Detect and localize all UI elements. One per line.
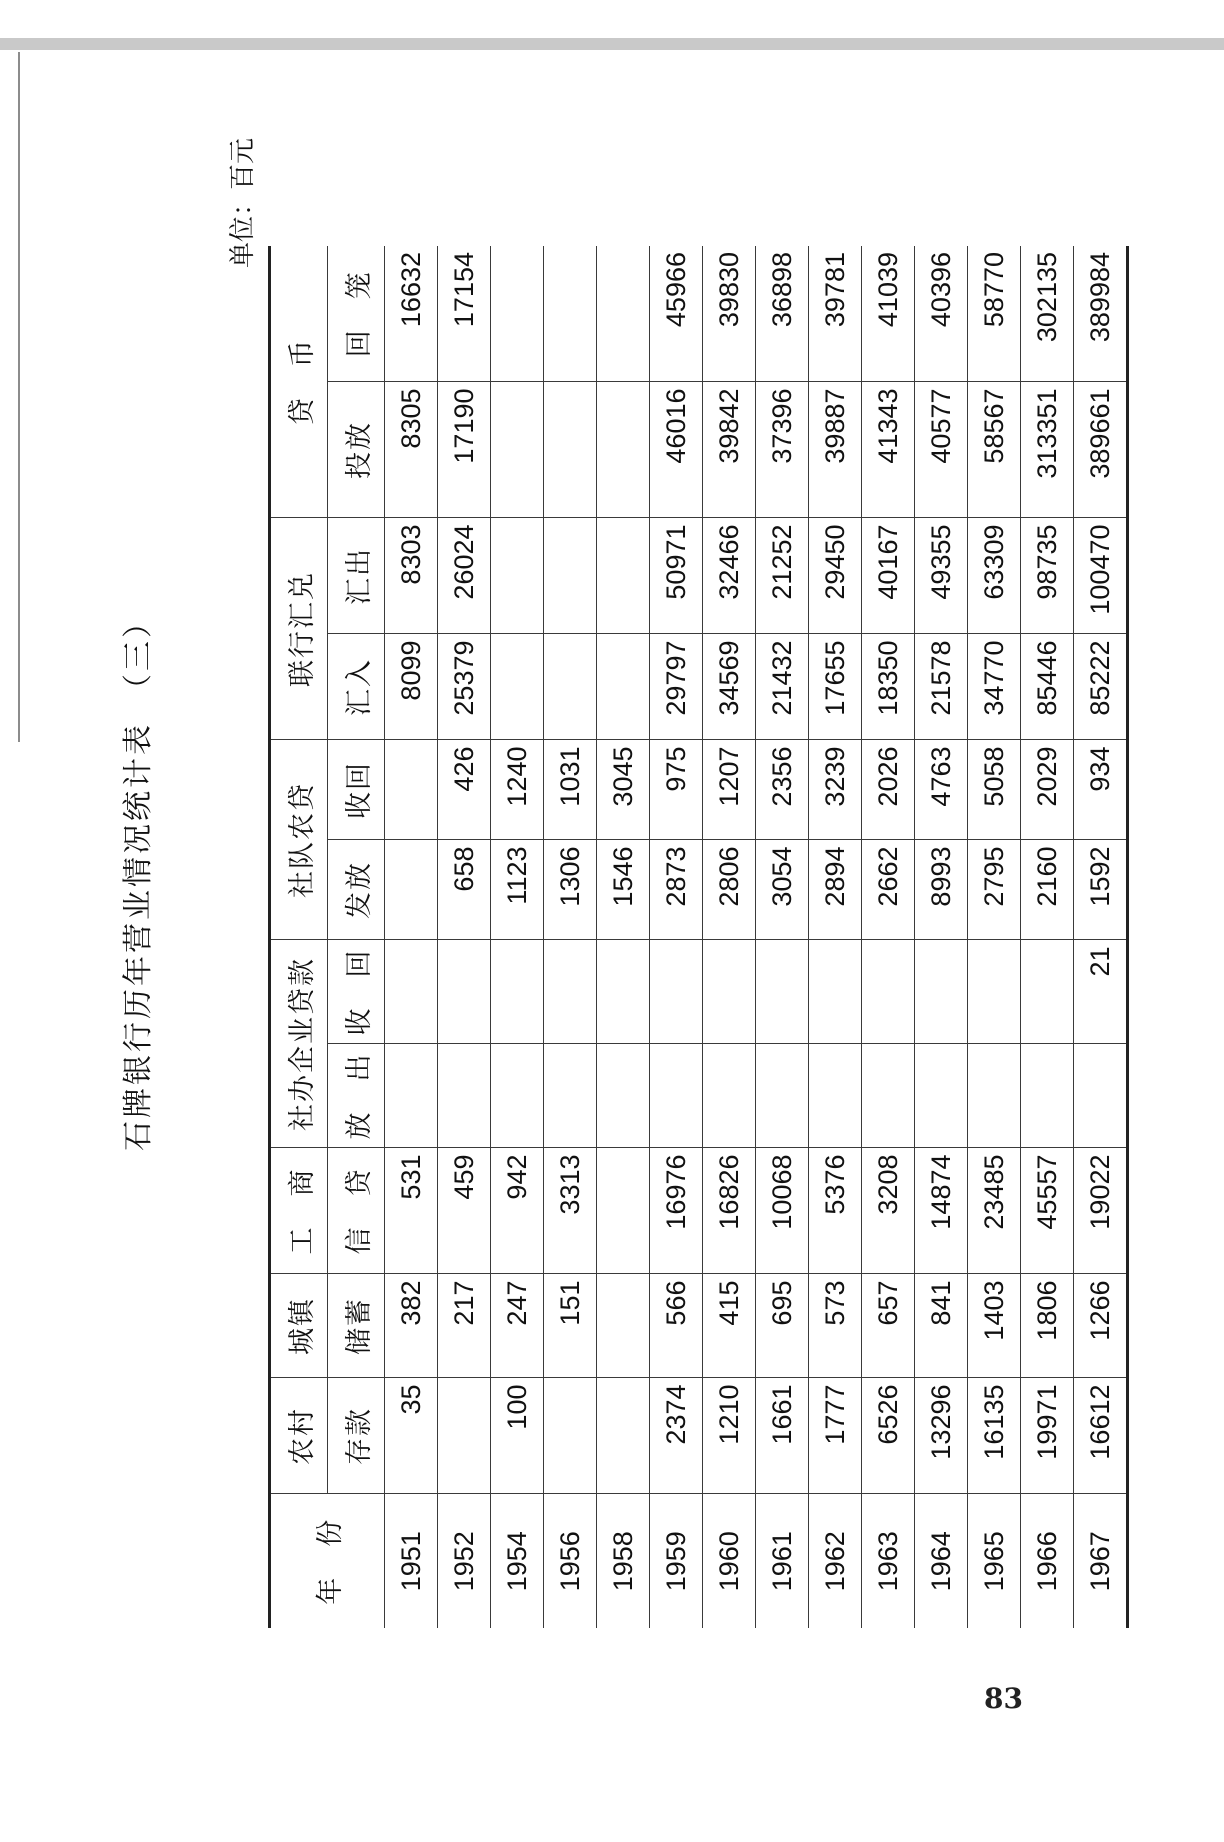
cell-interbank-out (597, 518, 650, 634)
statistics-table (268, 246, 1129, 1628)
subheader-interbank-out: 汇出 (328, 518, 385, 634)
cell-currency-issue (544, 382, 597, 518)
cell-commune-recover (544, 940, 597, 1044)
cell-currency-issue: 17190 (438, 382, 491, 518)
cell-currency-return (544, 246, 597, 382)
cell-currency-issue (491, 382, 544, 518)
header-urban: 城镇 (270, 1274, 328, 1378)
cell-commune-issue (597, 1044, 650, 1148)
cell-brigade-issue: 1306 (544, 840, 597, 940)
cell-interbank-in (491, 634, 544, 740)
cell-interbank-out: 26024 (438, 518, 491, 634)
cell-currency-return: 36898 (756, 246, 809, 382)
cell-commune-recover (385, 940, 438, 1044)
cell-rural-deposit: 2374 (650, 1378, 703, 1494)
cell-currency-return: 17154 (438, 246, 491, 382)
cell-brigade-recover: 1031 (544, 740, 597, 840)
cell-brigade-issue: 2806 (703, 840, 756, 940)
cell-commune-recover: 21 (1074, 940, 1128, 1044)
header-year: 年 份 (270, 1494, 385, 1628)
cell-industry-credit: 23485 (968, 1148, 1021, 1274)
cell-currency-issue (597, 382, 650, 518)
cell-currency-issue: 40577 (915, 382, 968, 518)
cell-brigade-recover: 2029 (1021, 740, 1074, 840)
table-row (862, 246, 915, 1628)
cell-year: 1956 (544, 1494, 597, 1628)
cell-interbank-in: 25379 (438, 634, 491, 740)
cell-brigade-recover: 2356 (756, 740, 809, 840)
cell-currency-issue: 313351 (1021, 382, 1074, 518)
cell-urban-savings: 573 (809, 1274, 862, 1378)
cell-commune-recover (650, 940, 703, 1044)
cell-brigade-recover (385, 740, 438, 840)
cell-year: 1952 (438, 1494, 491, 1628)
subheader-currency-return: 回 笼 (328, 246, 385, 382)
cell-interbank-in: 85222 (1074, 634, 1128, 740)
subheader-commune-issue: 放 出 (328, 1044, 385, 1148)
cell-interbank-in: 85446 (1021, 634, 1074, 740)
cell-currency-return: 40396 (915, 246, 968, 382)
cell-interbank-out: 50971 (650, 518, 703, 634)
cell-brigade-recover: 2026 (862, 740, 915, 840)
cell-commune-issue (968, 1044, 1021, 1148)
cell-rural-deposit: 1777 (809, 1378, 862, 1494)
cell-industry-credit: 45557 (1021, 1148, 1074, 1274)
table-row (491, 246, 544, 1628)
cell-year: 1963 (862, 1494, 915, 1628)
cell-industry-credit (597, 1148, 650, 1274)
cell-currency-issue: 39842 (703, 382, 756, 518)
table-row (1074, 246, 1128, 1628)
subheader-rural-deposit: 存款 (328, 1378, 385, 1494)
cell-commune-issue (809, 1044, 862, 1148)
table-row (756, 246, 809, 1628)
cell-currency-return: 41039 (862, 246, 915, 382)
cell-commune-issue (703, 1044, 756, 1148)
subheader-urban-savings: 储蓄 (328, 1274, 385, 1378)
scan-top-edge (0, 38, 1224, 50)
cell-rural-deposit: 13296 (915, 1378, 968, 1494)
cell-interbank-out: 63309 (968, 518, 1021, 634)
table-row (1021, 246, 1074, 1628)
cell-urban-savings: 841 (915, 1274, 968, 1378)
table-row (597, 246, 650, 1628)
cell-year: 1954 (491, 1494, 544, 1628)
cell-currency-return (597, 246, 650, 382)
cell-rural-deposit (438, 1378, 491, 1494)
cell-year: 1965 (968, 1494, 1021, 1628)
cell-industry-credit: 942 (491, 1148, 544, 1274)
subheader-currency-issue: 投放 (328, 382, 385, 518)
cell-brigade-recover: 5058 (968, 740, 1021, 840)
table-body (385, 246, 1128, 1628)
cell-brigade-recover: 1240 (491, 740, 544, 840)
cell-currency-issue: 58567 (968, 382, 1021, 518)
cell-urban-savings: 657 (862, 1274, 915, 1378)
cell-commune-recover (862, 940, 915, 1044)
cell-interbank-in: 17655 (809, 634, 862, 740)
cell-commune-recover (968, 940, 1021, 1044)
cell-interbank-in (544, 634, 597, 740)
cell-urban-savings: 1266 (1074, 1274, 1128, 1378)
cell-commune-issue (650, 1044, 703, 1148)
cell-urban-savings: 695 (756, 1274, 809, 1378)
cell-urban-savings (597, 1274, 650, 1378)
table-title: 石牌银行历年营业情况统计表 （三） (121, 605, 156, 1151)
cell-industry-credit: 531 (385, 1148, 438, 1274)
cell-currency-issue: 8305 (385, 382, 438, 518)
cell-brigade-recover: 426 (438, 740, 491, 840)
cell-urban-savings: 151 (544, 1274, 597, 1378)
header-rural: 农村 (270, 1378, 328, 1494)
cell-rural-deposit (597, 1378, 650, 1494)
cell-interbank-out: 21252 (756, 518, 809, 634)
header-industry: 工 商 (270, 1148, 328, 1274)
cell-commune-issue (438, 1044, 491, 1148)
cell-brigade-issue: 2795 (968, 840, 1021, 940)
cell-year: 1960 (703, 1494, 756, 1628)
cell-industry-credit: 16976 (650, 1148, 703, 1274)
cell-interbank-in: 8099 (385, 634, 438, 740)
cell-year: 1958 (597, 1494, 650, 1628)
cell-commune-recover (1021, 940, 1074, 1044)
table-row (544, 246, 597, 1628)
cell-rural-deposit: 100 (491, 1378, 544, 1494)
cell-industry-credit: 16826 (703, 1148, 756, 1274)
cell-commune-issue (491, 1044, 544, 1148)
cell-currency-return: 39830 (703, 246, 756, 382)
cell-brigade-issue: 658 (438, 840, 491, 940)
cell-rural-deposit: 19971 (1021, 1378, 1074, 1494)
cell-urban-savings: 1806 (1021, 1274, 1074, 1378)
unit-label: 单位：百元 (228, 138, 258, 269)
table-row (650, 246, 703, 1628)
cell-brigade-recover: 3239 (809, 740, 862, 840)
cell-commune-issue (1021, 1044, 1074, 1148)
cell-commune-issue (544, 1044, 597, 1148)
cell-urban-savings: 415 (703, 1274, 756, 1378)
cell-brigade-recover: 3045 (597, 740, 650, 840)
cell-industry-credit: 10068 (756, 1148, 809, 1274)
cell-rural-deposit: 35 (385, 1378, 438, 1494)
cell-currency-return: 16632 (385, 246, 438, 382)
cell-year: 1951 (385, 1494, 438, 1628)
cell-currency-issue: 389661 (1074, 382, 1128, 518)
cell-interbank-out: 32466 (703, 518, 756, 634)
cell-currency-return: 58770 (968, 246, 1021, 382)
cell-rural-deposit: 16135 (968, 1378, 1021, 1494)
cell-industry-credit: 3313 (544, 1148, 597, 1274)
cell-year: 1964 (915, 1494, 968, 1628)
cell-currency-issue: 37396 (756, 382, 809, 518)
cell-urban-savings: 382 (385, 1274, 438, 1378)
cell-brigade-recover: 4763 (915, 740, 968, 840)
cell-currency-issue: 39887 (809, 382, 862, 518)
cell-currency-return: 45966 (650, 246, 703, 382)
statistics-sheet (116, 108, 1115, 1648)
cell-currency-return: 389984 (1074, 246, 1128, 382)
cell-commune-recover (809, 940, 862, 1044)
header-commune-loans: 社办企业贷款 (270, 940, 328, 1148)
rotated-page-content (116, 108, 1115, 1648)
cell-interbank-out: 8303 (385, 518, 438, 634)
subheader-interbank-in: 汇入 (328, 634, 385, 740)
cell-brigade-recover: 934 (1074, 740, 1128, 840)
cell-industry-credit: 3208 (862, 1148, 915, 1274)
table-row (968, 246, 1021, 1628)
cell-year: 1959 (650, 1494, 703, 1628)
cell-commune-recover (491, 940, 544, 1044)
cell-rural-deposit: 16612 (1074, 1378, 1128, 1494)
table-row (915, 246, 968, 1628)
cell-commune-recover (597, 940, 650, 1044)
cell-year: 1966 (1021, 1494, 1074, 1628)
cell-industry-credit: 459 (438, 1148, 491, 1274)
cell-brigade-issue: 2873 (650, 840, 703, 940)
cell-rural-deposit (544, 1378, 597, 1494)
cell-commune-recover (438, 940, 491, 1044)
cell-brigade-issue (385, 840, 438, 940)
cell-brigade-issue: 1546 (597, 840, 650, 940)
cell-commune-issue (756, 1044, 809, 1148)
cell-brigade-issue: 3054 (756, 840, 809, 940)
cell-currency-return: 39781 (809, 246, 862, 382)
cell-currency-issue: 41343 (862, 382, 915, 518)
cell-interbank-in: 21432 (756, 634, 809, 740)
table-row (385, 246, 438, 1628)
cell-urban-savings: 247 (491, 1274, 544, 1378)
cell-industry-credit: 5376 (809, 1148, 862, 1274)
cell-interbank-out: 98735 (1021, 518, 1074, 634)
cell-urban-savings: 566 (650, 1274, 703, 1378)
table-row (438, 246, 491, 1628)
sub-header-row (328, 246, 385, 1628)
cell-year: 1967 (1074, 1494, 1128, 1628)
cell-commune-recover (915, 940, 968, 1044)
cell-commune-issue (862, 1044, 915, 1148)
cell-interbank-in (597, 634, 650, 740)
table-row (703, 246, 756, 1628)
cell-interbank-out: 40167 (862, 518, 915, 634)
subheader-brigade-issue: 发放 (328, 840, 385, 940)
cell-year: 1962 (809, 1494, 862, 1628)
cell-interbank-in: 34770 (968, 634, 1021, 740)
cell-urban-savings: 217 (438, 1274, 491, 1378)
header-brigade-loans: 社队农贷 (270, 740, 328, 940)
cell-rural-deposit: 6526 (862, 1378, 915, 1494)
cell-interbank-out (544, 518, 597, 634)
header-currency: 贷 币 (270, 246, 328, 518)
subheader-brigade-recover: 收回 (328, 740, 385, 840)
cell-commune-issue (915, 1044, 968, 1148)
cell-interbank-in: 21578 (915, 634, 968, 740)
cell-commune-recover (756, 940, 809, 1044)
cell-interbank-in: 34569 (703, 634, 756, 740)
cell-year: 1961 (756, 1494, 809, 1628)
cell-interbank-in: 29797 (650, 634, 703, 740)
page-number: 83 (984, 1682, 1023, 1715)
cell-rural-deposit: 1661 (756, 1378, 809, 1494)
table-row (809, 246, 862, 1628)
cell-industry-credit: 14874 (915, 1148, 968, 1274)
header-interbank: 联行汇兑 (270, 518, 328, 740)
cell-industry-credit: 19022 (1074, 1148, 1128, 1274)
cell-brigade-issue: 1592 (1074, 840, 1128, 940)
cell-commune-recover (703, 940, 756, 1044)
cell-currency-return: 302135 (1021, 246, 1074, 382)
cell-currency-return (491, 246, 544, 382)
subheader-industry-credit: 信 贷 (328, 1148, 385, 1274)
subheader-commune-recover: 收 回 (328, 940, 385, 1044)
group-header-row (270, 246, 328, 1628)
cell-brigade-recover: 975 (650, 740, 703, 840)
cell-commune-issue (1074, 1044, 1128, 1148)
cell-brigade-issue: 8993 (915, 840, 968, 940)
cell-brigade-issue: 2160 (1021, 840, 1074, 940)
cell-urban-savings: 1403 (968, 1274, 1021, 1378)
cell-interbank-in: 18350 (862, 634, 915, 740)
cell-brigade-recover: 1207 (703, 740, 756, 840)
binding-gutter-line (18, 52, 20, 742)
cell-brigade-issue: 2894 (809, 840, 862, 940)
cell-rural-deposit: 1210 (703, 1378, 756, 1494)
cell-interbank-out: 29450 (809, 518, 862, 634)
cell-interbank-out: 49355 (915, 518, 968, 634)
cell-commune-issue (385, 1044, 438, 1148)
cell-currency-issue: 46016 (650, 382, 703, 518)
cell-brigade-issue: 2662 (862, 840, 915, 940)
cell-interbank-out (491, 518, 544, 634)
cell-interbank-out: 100470 (1074, 518, 1128, 634)
cell-brigade-issue: 1123 (491, 840, 544, 940)
